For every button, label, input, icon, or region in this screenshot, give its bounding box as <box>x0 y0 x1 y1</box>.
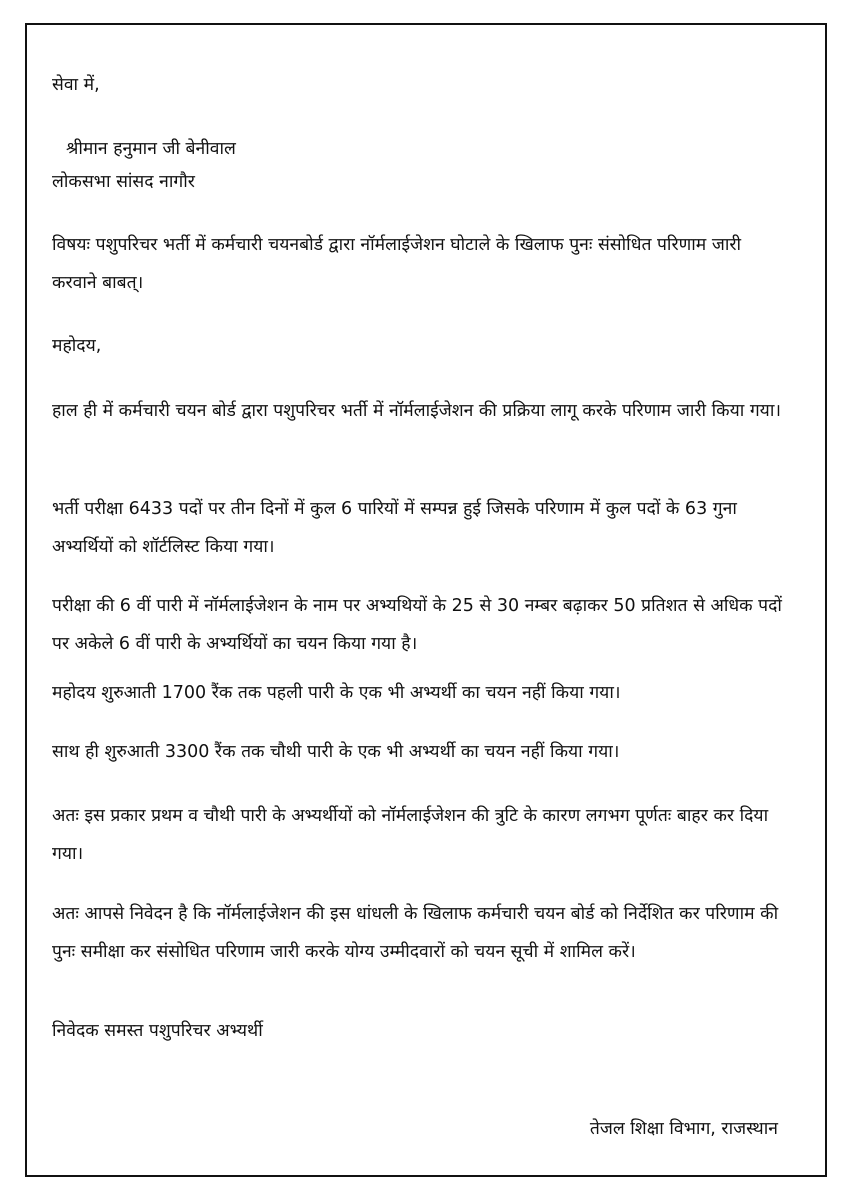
paragraph-fourth-shift: साथ ही शुरुआती 3300 रैंक तक चौथी पारी के एक भी अभ्यर्थी का चयन नहीं किया गया। <box>52 742 620 762</box>
closing-line: निवेदक समस्त पशुपरिचर अभ्यर्थी <box>52 1021 263 1041</box>
paragraph-excluded: अतः इस प्रकार प्रथम व चौथी पारी के अभ्यर्थीयों को नॉर्मलाईजेशन की त्रुटि के कारण लगभग पूर्णतः बाहर कर दिया गया। <box>52 806 769 864</box>
paragraph-request: अतः आपसे निवेदन है कि नॉर्मलाईजेशन की इस धांधली के खिलाफ कर्मचारी चयन बोर्ड को निर्देशित कर परिणाम की पुनः समीक्षा कर संसोधित परिणाम जारी करके योग्य उम्मीदवारों को चयन सूची में शामिल करें। <box>52 904 779 962</box>
paragraph-sixth-shift: परीक्षा की 6 वीं पारी में नॉर्मलाईजेशन के नाम पर अभ्यथियों के 25 से 30 नम्बर बढ़ाकर 50 प्रतिशत से अधिक पदों पर अकेले 6 वीं पारी के अभ्यर्थियों का चयन किया गया है। <box>52 596 782 654</box>
paragraph-first-shift: महोदय शुरुआती 1700 रैंक तक पहली पारी के एक भी अभ्यर्थी का चयन नहीं किया गया। <box>52 683 621 703</box>
signature: तेजल शिक्षा विभाग, राजस्थान <box>589 1119 778 1139</box>
salutation: सेवा में, <box>52 75 100 95</box>
recipient-title: लोकसभा सांसद नागौर <box>52 172 195 192</box>
subject-line: विषयः पशुपरिचर भर्ती में कर्मचारी चयनबोर्ड द्वारा नॉर्मलाईजेशन घोटाले के खिलाफ पुनः संसोधित परिणाम जारी करवाने बाबत्। <box>52 235 742 293</box>
recipient-name: श्रीमान हनुमान जी बेनीवाल <box>66 139 236 159</box>
paragraph-exam-shifts: भर्ती परीक्षा 6433 पदों पर तीन दिनों में कुल 6 पारियों में सम्पन्न हुई जिसके परिणाम में कुल पदों के 63 गुना अभ्यर्थियों को शॉर्टलिस्ट किया गया। <box>52 499 737 557</box>
greeting: महोदय, <box>52 336 102 356</box>
paragraph-result-released: हाल ही में कर्मचारी चयन बोर्ड द्वारा पशुपरिचर भर्ती में नॉर्मलाईजेशन की प्रक्रिया लागू करके परिणाम जारी किया गया। <box>52 401 781 421</box>
